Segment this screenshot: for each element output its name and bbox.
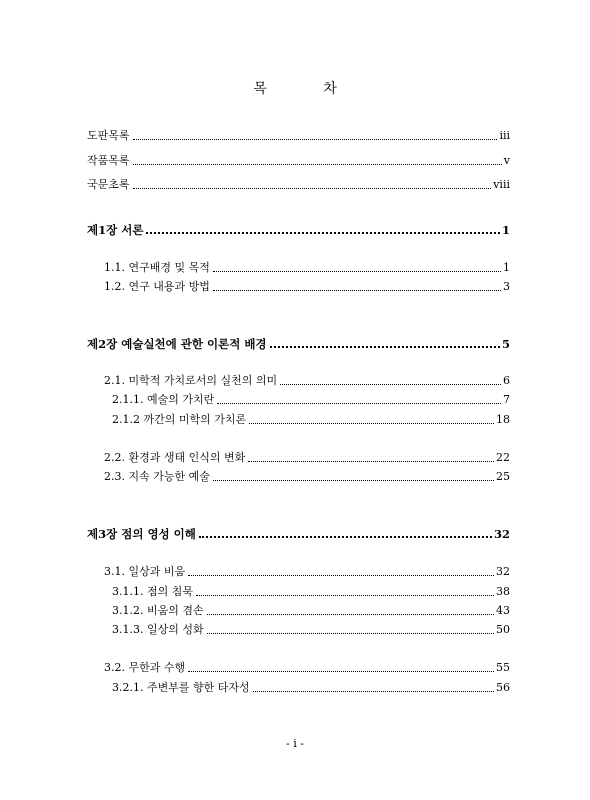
toc-section-3-2[interactable]	[104, 657, 510, 675]
toc-entry-page: 1	[501, 223, 510, 237]
toc-entry-figure-list[interactable]	[87, 125, 510, 143]
toc-entry-label: 3.1. 일상과 비움	[104, 565, 186, 578]
toc-entry-label: 제1장 서론	[87, 223, 144, 237]
dot-leader	[248, 461, 494, 462]
dot-leader	[253, 691, 494, 692]
toc-entry-abstract[interactable]	[87, 174, 510, 192]
toc-section-2-1[interactable]	[104, 370, 510, 388]
toc-entry-label: 제3장 점의 영성 이해	[87, 527, 196, 541]
toc-entry-label: 1.2. 연구 내용과 방법	[104, 280, 210, 293]
toc-subsection-3-1-3[interactable]	[112, 619, 510, 637]
dot-leader	[213, 290, 501, 291]
toc-subsection-3-2-1[interactable]	[112, 677, 510, 695]
toc-section-1-2[interactable]	[104, 276, 510, 294]
toc-entry-page: 6	[503, 374, 510, 387]
toc-section-2-2[interactable]	[104, 447, 510, 465]
dot-leader	[249, 423, 494, 424]
toc-entry-page: 38	[496, 585, 510, 598]
toc-entry-page: v	[503, 154, 510, 167]
toc-entry-page: 5	[501, 337, 510, 351]
dot-leader	[188, 575, 494, 576]
toc-entry-label: 2.2. 환경과 생태 인식의 변화	[104, 451, 246, 464]
toc-section-2-3[interactable]	[104, 466, 510, 484]
toc-subsection-3-1-1[interactable]	[112, 581, 510, 599]
toc-entry-page: 25	[496, 470, 510, 483]
toc-section-1-1[interactable]	[104, 257, 510, 275]
toc-entry-label: 1.1. 연구배경 및 목적	[104, 261, 210, 274]
toc-subsection-2-1-2[interactable]	[112, 409, 510, 427]
dot-leader	[213, 480, 494, 481]
toc-entry-label: 제2장 예술실천에 관한 이론적 배경	[87, 337, 267, 351]
toc-entry-label: 3.1.3. 일상의 성화	[112, 623, 204, 636]
dot-leader	[213, 271, 501, 272]
page-title: 목 차	[253, 81, 363, 97]
toc-entry-label: 2.1.1. 예술의 가치란	[112, 393, 215, 406]
toc-entry-label: 3.1.1. 점의 침묵	[112, 585, 193, 598]
page-number: - i -	[286, 737, 304, 750]
toc-entry-page: viii	[493, 178, 510, 191]
toc-entry-page: 32	[496, 565, 510, 578]
toc-chapter-3[interactable]	[87, 523, 510, 541]
toc-chapter-2[interactable]	[87, 333, 510, 351]
toc-entry-label: 2.3. 지속 가능한 예술	[104, 470, 210, 483]
toc-entry-page: 56	[496, 681, 510, 694]
toc-section-3-1[interactable]	[104, 561, 510, 579]
toc-entry-label: 3.2. 무한과 수행	[104, 661, 186, 674]
toc-entry-page: 7	[503, 393, 510, 406]
dot-leader	[217, 403, 501, 404]
dot-leader	[270, 346, 500, 348]
toc-entry-label: 2.1.2 까간의 미학의 가치론	[112, 413, 247, 426]
toc-subsection-2-1-1[interactable]	[112, 389, 510, 407]
toc-entry-page: 55	[496, 661, 510, 674]
toc-entry-label: 3.2.1. 주변부를 향한 타자성	[112, 681, 250, 694]
dot-leader	[133, 164, 502, 165]
toc-subsection-3-1-2[interactable]	[112, 600, 510, 618]
toc-entry-page: 50	[496, 623, 510, 636]
dot-leader	[146, 232, 500, 234]
dot-leader	[280, 384, 501, 385]
toc-entry-page: 3	[503, 280, 510, 293]
dot-leader	[133, 139, 498, 140]
toc-entry-page: 18	[496, 413, 510, 426]
toc-chapter-1[interactable]	[87, 219, 510, 237]
toc-entry-page: 22	[496, 451, 510, 464]
dot-leader	[207, 633, 494, 634]
toc-entry-label: 도판목록	[87, 129, 130, 142]
toc-entry-label: 3.1.2. 비움의 겸손	[112, 604, 204, 617]
toc-entry-page: iii	[499, 129, 510, 142]
toc-entry-works-list[interactable]	[87, 150, 510, 168]
toc-entry-label: 작품목록	[87, 154, 130, 167]
toc-entry-page: 43	[496, 604, 510, 617]
dot-leader	[188, 671, 494, 672]
dot-leader	[196, 595, 494, 596]
dot-leader	[133, 188, 492, 189]
dot-leader	[199, 536, 492, 538]
toc-entry-label: 2.1. 미학적 가치로서의 실천의 의미	[104, 374, 278, 387]
toc-entry-page: 1	[503, 261, 510, 274]
toc-entry-label: 국문초록	[87, 178, 130, 191]
toc-entry-page: 32	[493, 527, 510, 541]
dot-leader	[207, 614, 494, 615]
